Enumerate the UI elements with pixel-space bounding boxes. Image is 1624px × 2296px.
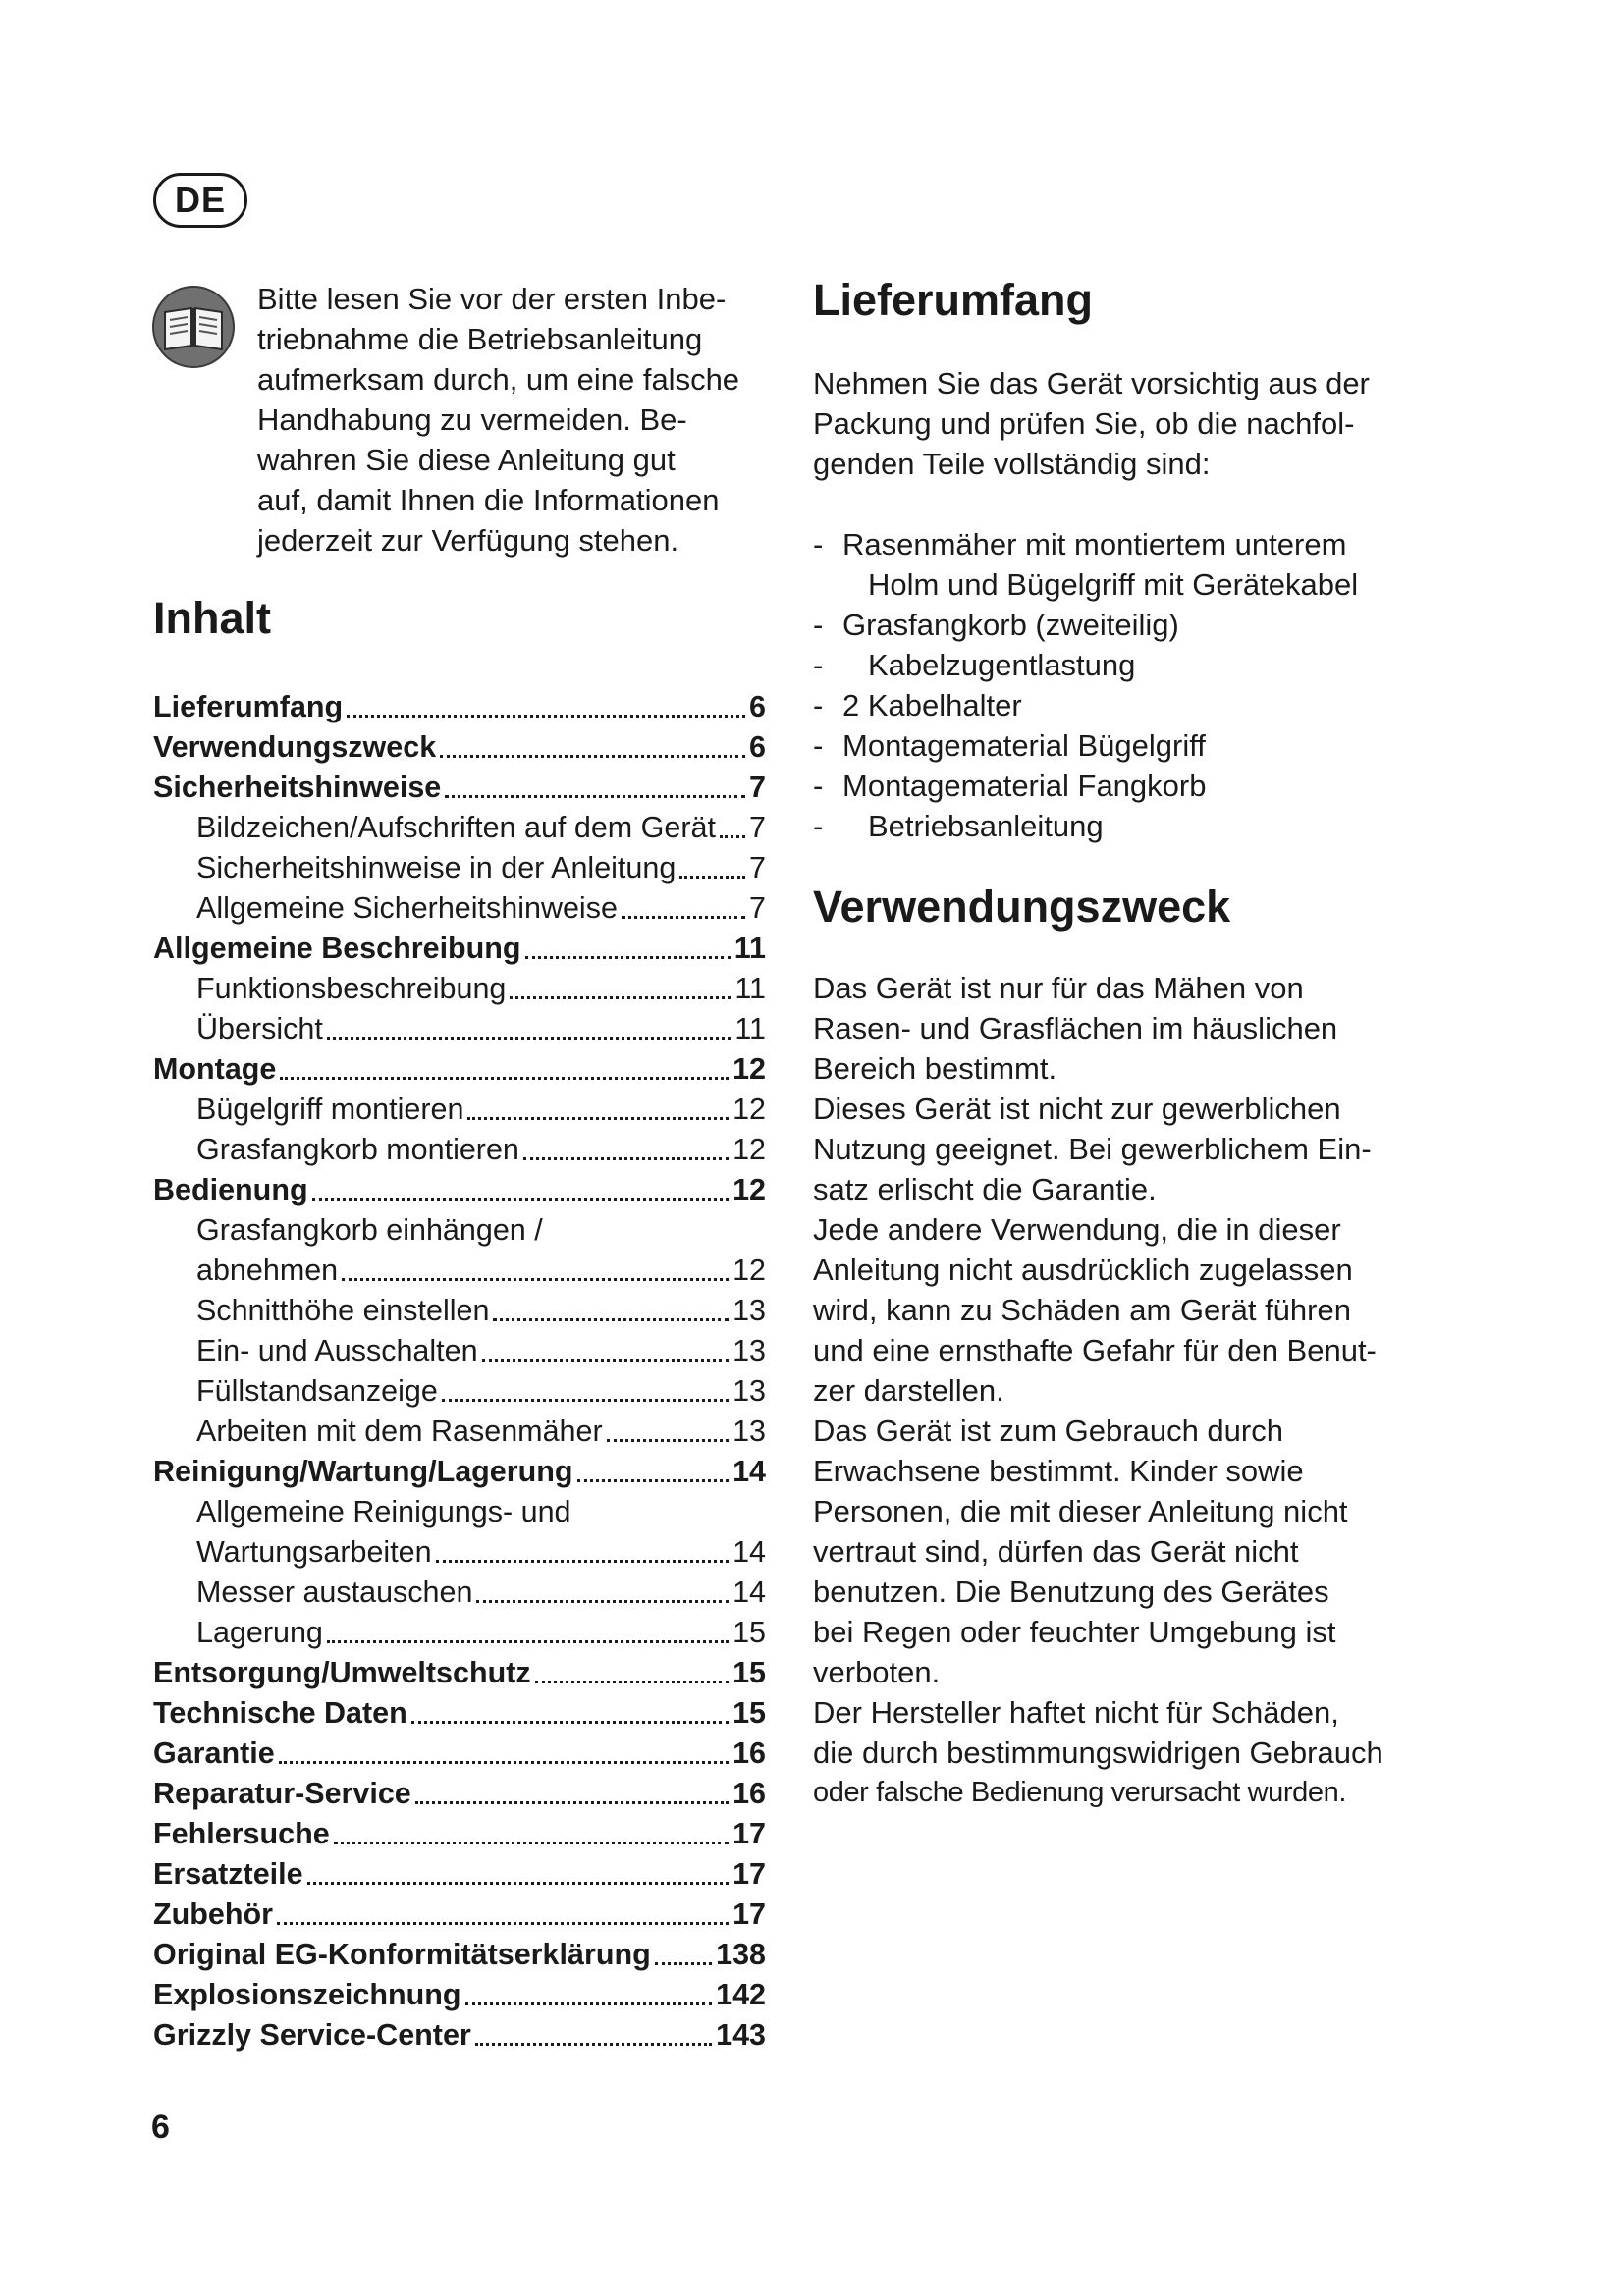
toc-leader-dots <box>467 1117 729 1120</box>
toc-leader-dots <box>482 1359 730 1362</box>
paragraph-line: Das Gerät ist zum Gebrauch durch <box>813 1414 1283 1448</box>
bullet-dash: - <box>813 728 824 763</box>
toc-page-number: 14 <box>732 1575 766 1609</box>
toc-leader-dots <box>525 956 731 959</box>
toc-page-number: 138 <box>716 1938 766 1971</box>
paragraph-line: satz erlischt die Garantie. <box>813 1172 1157 1206</box>
toc-entry[interactable] <box>153 969 766 1009</box>
toc-leader-dots <box>445 795 745 798</box>
toc-entry[interactable] <box>153 888 766 929</box>
paragraph-line: Rasen- und Grasflächen im häuslichen <box>813 1011 1338 1045</box>
toc-page-number: 143 <box>716 2018 766 2052</box>
book-icon <box>151 285 236 369</box>
toc-entry[interactable] <box>153 1935 766 1975</box>
paragraph-line: vertraut sind, dürfen das Gerät nicht <box>813 1534 1299 1569</box>
verwendungszweck-heading: Verwendungszweck <box>813 881 1231 932</box>
toc-entry-label: Montage <box>153 1052 277 1086</box>
toc-page-number: 7 <box>749 851 766 884</box>
toc-entry-label: Füllstandsanzeige <box>196 1374 438 1408</box>
toc-entry[interactable] <box>153 1291 766 1331</box>
toc-entry[interactable] <box>153 1049 766 1090</box>
toc-entry[interactable] <box>153 1130 766 1170</box>
paragraph-line: verboten. <box>813 1655 941 1689</box>
toc-entry-label: Reinigung/Wartung/Lagerung <box>153 1455 573 1488</box>
list-item-continuation: Holm und Bügelgriff mit Gerätekabel <box>868 567 1359 602</box>
toc-entry[interactable] <box>153 1814 766 1854</box>
paragraph-line: die durch bestimmungswidrigen Gebrauch <box>813 1735 1383 1770</box>
paragraph-line: Das Gerät ist nur für das Mähen von <box>813 971 1304 1005</box>
toc-entry[interactable] <box>153 848 766 888</box>
toc-entry[interactable] <box>153 1653 766 1693</box>
toc-entry-label: Sicherheitshinweise <box>153 771 442 804</box>
paragraph-line: Personen, die mit dieser Anleitung nicht <box>813 1494 1348 1528</box>
toc-leader-dots <box>440 755 745 758</box>
bullet-dash: - <box>813 769 824 803</box>
toc-page-number: 12 <box>732 1254 766 1287</box>
toc-leader-dots <box>720 835 745 838</box>
bullet-dash: - <box>813 608 824 642</box>
toc-entry[interactable] <box>153 1573 766 1613</box>
toc-leader-dots <box>622 916 745 919</box>
toc-entry-label: Arbeiten mit dem Rasenmäher <box>196 1415 603 1448</box>
toc-leader-dots <box>415 1801 729 1804</box>
toc-title: Inhalt <box>153 593 271 643</box>
toc-entry[interactable] <box>153 1090 766 1130</box>
list-item-text: Rasenmäher mit montiertem unterem <box>842 527 1347 561</box>
toc-entry[interactable] <box>153 1251 766 1291</box>
toc-entry[interactable] <box>153 1774 766 1814</box>
toc-page-number: 7 <box>749 771 766 804</box>
toc-entry[interactable] <box>153 1975 766 2015</box>
toc-page-number: 12 <box>732 1173 766 1206</box>
toc-entry[interactable] <box>153 1009 766 1049</box>
paragraph-line: Nutzung geeignet. Bei gewerblichem Ein- <box>813 1132 1372 1166</box>
language-badge: DE <box>153 173 247 228</box>
toc-leader-dots <box>411 1721 729 1724</box>
toc-entry-label: Fehlersuche <box>153 1817 330 1850</box>
toc-entry-label: Wartungsarbeiten <box>196 1535 432 1569</box>
toc-entry-label: Zubehör <box>153 1897 273 1931</box>
toc-entry[interactable] <box>153 1613 766 1653</box>
bullet-dash: - <box>813 809 824 843</box>
paragraph-line: Anleitung nicht ausdrücklich zugelassen <box>813 1253 1353 1287</box>
toc-entry-label: Grizzly Service-Center <box>153 2018 471 2052</box>
toc-page-number: 17 <box>732 1857 766 1891</box>
toc-entry-label: Allgemeine Beschreibung <box>153 932 521 965</box>
toc-page-number: 14 <box>732 1535 766 1569</box>
toc-page-number: 17 <box>732 1817 766 1850</box>
paragraph-line: wird, kann zu Schäden am Gerät führen <box>813 1293 1351 1327</box>
toc-page-number: 13 <box>732 1415 766 1448</box>
intro-line: auf, damit Ihnen die Informationen <box>257 483 720 517</box>
toc-entry-label: Grasfangkorb montieren <box>196 1133 519 1166</box>
toc-leader-dots <box>475 2043 712 2046</box>
toc-entry-label: abnehmen <box>196 1254 339 1287</box>
toc-leader-dots <box>342 1278 729 1281</box>
bullet-dash: - <box>813 648 824 682</box>
toc-page-number: 14 <box>732 1455 766 1488</box>
intro-line: triebnahme die Betriebsanleitung <box>257 322 703 356</box>
toc-entry-label: Lagerung <box>196 1616 323 1649</box>
toc-entry-label: Sicherheitshinweise in der Anleitung <box>196 851 677 884</box>
paragraph-line: Packung und prüfen Sie, ob die nachfol- <box>813 406 1355 441</box>
intro-line: wahren Sie diese Anleitung gut <box>257 443 676 477</box>
paragraph-line: Jede andere Verwendung, die in dieser <box>813 1212 1341 1247</box>
toc-entry-label: Ersatzteile <box>153 1857 303 1891</box>
paragraph-line: zer darstellen. <box>813 1373 1004 1408</box>
toc-page-number: 13 <box>732 1374 766 1408</box>
list-item <box>813 725 1441 766</box>
toc-page-number: 11 <box>734 972 766 1005</box>
paragraph-line: oder falsche Bedienung verursacht wurden. <box>813 1777 1346 1808</box>
toc-entry[interactable] <box>153 1693 766 1734</box>
paragraph-line: Der Hersteller haftet nicht für Schäden, <box>813 1695 1339 1730</box>
paragraph-line: Nehmen Sie das Gerät vorsichtig aus der <box>813 366 1370 400</box>
lieferumfang-intro <box>813 363 1441 484</box>
intro-line: Handhabung zu vermeiden. Be- <box>257 402 687 437</box>
toc-leader-dots <box>327 1037 731 1040</box>
toc-leader-dots <box>312 1198 729 1201</box>
toc-entry[interactable] <box>153 1452 766 1492</box>
toc-entry[interactable] <box>153 687 766 727</box>
intro-line: Bitte lesen Sie vor der ersten Inbe- <box>257 282 727 316</box>
toc-entry-label: Allgemeine Reinigungs- und <box>196 1495 571 1528</box>
list-item <box>813 766 1441 806</box>
list-item-text: Kabelzugentlastung <box>868 648 1136 682</box>
toc-leader-dots <box>280 1077 729 1080</box>
toc-entry-label: Bügelgriff montieren <box>196 1093 464 1126</box>
toc-entry[interactable] <box>153 1532 766 1573</box>
table-of-contents <box>153 687 766 2056</box>
toc-entry[interactable] <box>153 1412 766 1452</box>
toc-entry[interactable] <box>153 1734 766 1774</box>
toc-leader-dots <box>493 1318 729 1321</box>
bullet-dash: - <box>813 688 824 722</box>
lieferumfang-heading: Lieferumfang <box>813 275 1094 325</box>
toc-page-number: 16 <box>732 1777 766 1810</box>
paragraph-line: Dieses Gerät ist nicht zur gewerblichen <box>813 1092 1341 1126</box>
toc-page-number: 15 <box>732 1616 766 1649</box>
toc-leader-dots <box>307 1882 729 1885</box>
toc-entry[interactable] <box>153 727 766 768</box>
list-item <box>813 605 1441 645</box>
toc-entry[interactable] <box>153 1895 766 1935</box>
toc-entry[interactable] <box>153 808 766 848</box>
toc-leader-dots <box>607 1439 729 1442</box>
toc-page-number: 7 <box>749 891 766 925</box>
toc-page-number: 7 <box>749 811 766 844</box>
toc-page-number: 16 <box>732 1736 766 1770</box>
toc-entry-label: Explosionszeichnung <box>153 1978 461 2011</box>
toc-leader-dots <box>465 2002 713 2005</box>
paragraph-line: genden Teile vollständig sind: <box>813 447 1211 481</box>
list-item <box>813 524 1441 564</box>
toc-page-number: 13 <box>732 1294 766 1327</box>
toc-page-number: 11 <box>733 932 766 965</box>
toc-entry-label: Grasfangkorb einhängen / <box>196 1213 543 1247</box>
list-item <box>813 685 1441 725</box>
toc-leader-dots <box>577 1479 730 1482</box>
paragraph-line: bei Regen oder feuchter Umgebung ist <box>813 1615 1336 1649</box>
toc-page-number: 142 <box>716 1978 766 2011</box>
toc-entry-label: Verwendungszweck <box>153 730 437 764</box>
paragraph-line: Erwachsene bestimmt. Kinder sowie <box>813 1454 1304 1488</box>
toc-entry-label: Technische Daten <box>153 1696 407 1730</box>
toc-entry[interactable] <box>153 1854 766 1895</box>
toc-page-number: 15 <box>732 1656 766 1689</box>
toc-leader-dots <box>523 1157 729 1160</box>
toc-entry-label: Garantie <box>153 1736 275 1770</box>
list-item <box>813 645 1441 685</box>
toc-entry-label: Schnitthöhe einstellen <box>196 1294 490 1327</box>
page-number: 6 <box>151 2109 170 2146</box>
toc-entry-label: Ein- und Ausschalten <box>196 1334 478 1367</box>
toc-leader-dots <box>436 1560 729 1563</box>
list-item <box>813 806 1441 846</box>
toc-page-number: 6 <box>749 690 766 723</box>
intro-line: aufmerksam durch, um eine falsche <box>257 362 740 397</box>
toc-entry[interactable] <box>153 1331 766 1371</box>
intro-text <box>257 279 787 561</box>
list-item-text: Montagematerial Fangkorb <box>842 769 1207 803</box>
toc-page-number: 6 <box>749 730 766 764</box>
toc-page-number: 17 <box>732 1897 766 1931</box>
toc-page-number: 15 <box>732 1696 766 1730</box>
toc-entry[interactable] <box>153 929 766 969</box>
toc-page-number: 11 <box>734 1012 766 1045</box>
toc-page-number: 12 <box>732 1052 766 1086</box>
toc-entry-label: Funktionsbeschreibung <box>196 972 507 1005</box>
toc-leader-dots <box>327 1640 729 1643</box>
paragraph-line: benutzen. Die Benutzung des Gerätes <box>813 1575 1329 1609</box>
toc-leader-dots <box>655 1962 712 1965</box>
toc-page-number: 12 <box>732 1093 766 1126</box>
toc-leader-dots <box>279 1761 729 1764</box>
intro-line: jederzeit zur Verfügung stehen. <box>257 523 679 558</box>
toc-leader-dots <box>679 876 745 879</box>
toc-page-number: 13 <box>732 1334 766 1367</box>
toc-entry[interactable] <box>153 1371 766 1412</box>
toc-leader-dots <box>334 1842 729 1844</box>
toc-leader-dots <box>277 1922 729 1925</box>
delivery-items-list <box>813 524 1441 846</box>
toc-entry-label: Bedienung <box>153 1173 308 1206</box>
toc-leader-dots <box>510 996 731 999</box>
toc-entry-label: Bildzeichen/Aufschriften auf dem Gerät <box>196 811 716 844</box>
toc-entry-label: Messer austauschen <box>196 1575 473 1609</box>
toc-entry-label: Übersicht <box>196 1012 323 1045</box>
toc-leader-dots <box>476 1600 729 1603</box>
list-item-text: 2 Kabelhalter <box>842 688 1022 722</box>
list-item-text: Grasfangkorb (zweiteilig) <box>842 608 1179 642</box>
toc-page-number: 12 <box>732 1133 766 1166</box>
list-item-text: Betriebsanleitung <box>868 809 1104 843</box>
verwendungszweck-text <box>813 968 1441 1813</box>
toc-entry[interactable] <box>153 2015 766 2056</box>
toc-leader-dots <box>442 1399 729 1402</box>
toc-entry-label: Reparatur-Service <box>153 1777 411 1810</box>
toc-leader-dots <box>535 1681 729 1683</box>
toc-entry-label: Allgemeine Sicherheitshinweise <box>196 891 618 925</box>
paragraph-line: und eine ernsthafte Gefahr für den Benut- <box>813 1333 1377 1367</box>
toc-entry-label: Entsorgung/Umweltschutz <box>153 1656 531 1689</box>
bullet-dash: - <box>813 527 824 561</box>
toc-entry[interactable] <box>153 1170 766 1210</box>
toc-entry-label: Lieferumfang <box>153 690 344 723</box>
list-item-text: Montagematerial Bügelgriff <box>842 728 1206 763</box>
toc-entry[interactable] <box>153 768 766 808</box>
paragraph-line: Bereich bestimmt. <box>813 1051 1057 1086</box>
toc-entry-label: Original EG-Konformitätserklärung <box>153 1938 651 1971</box>
toc-leader-dots <box>347 715 745 718</box>
